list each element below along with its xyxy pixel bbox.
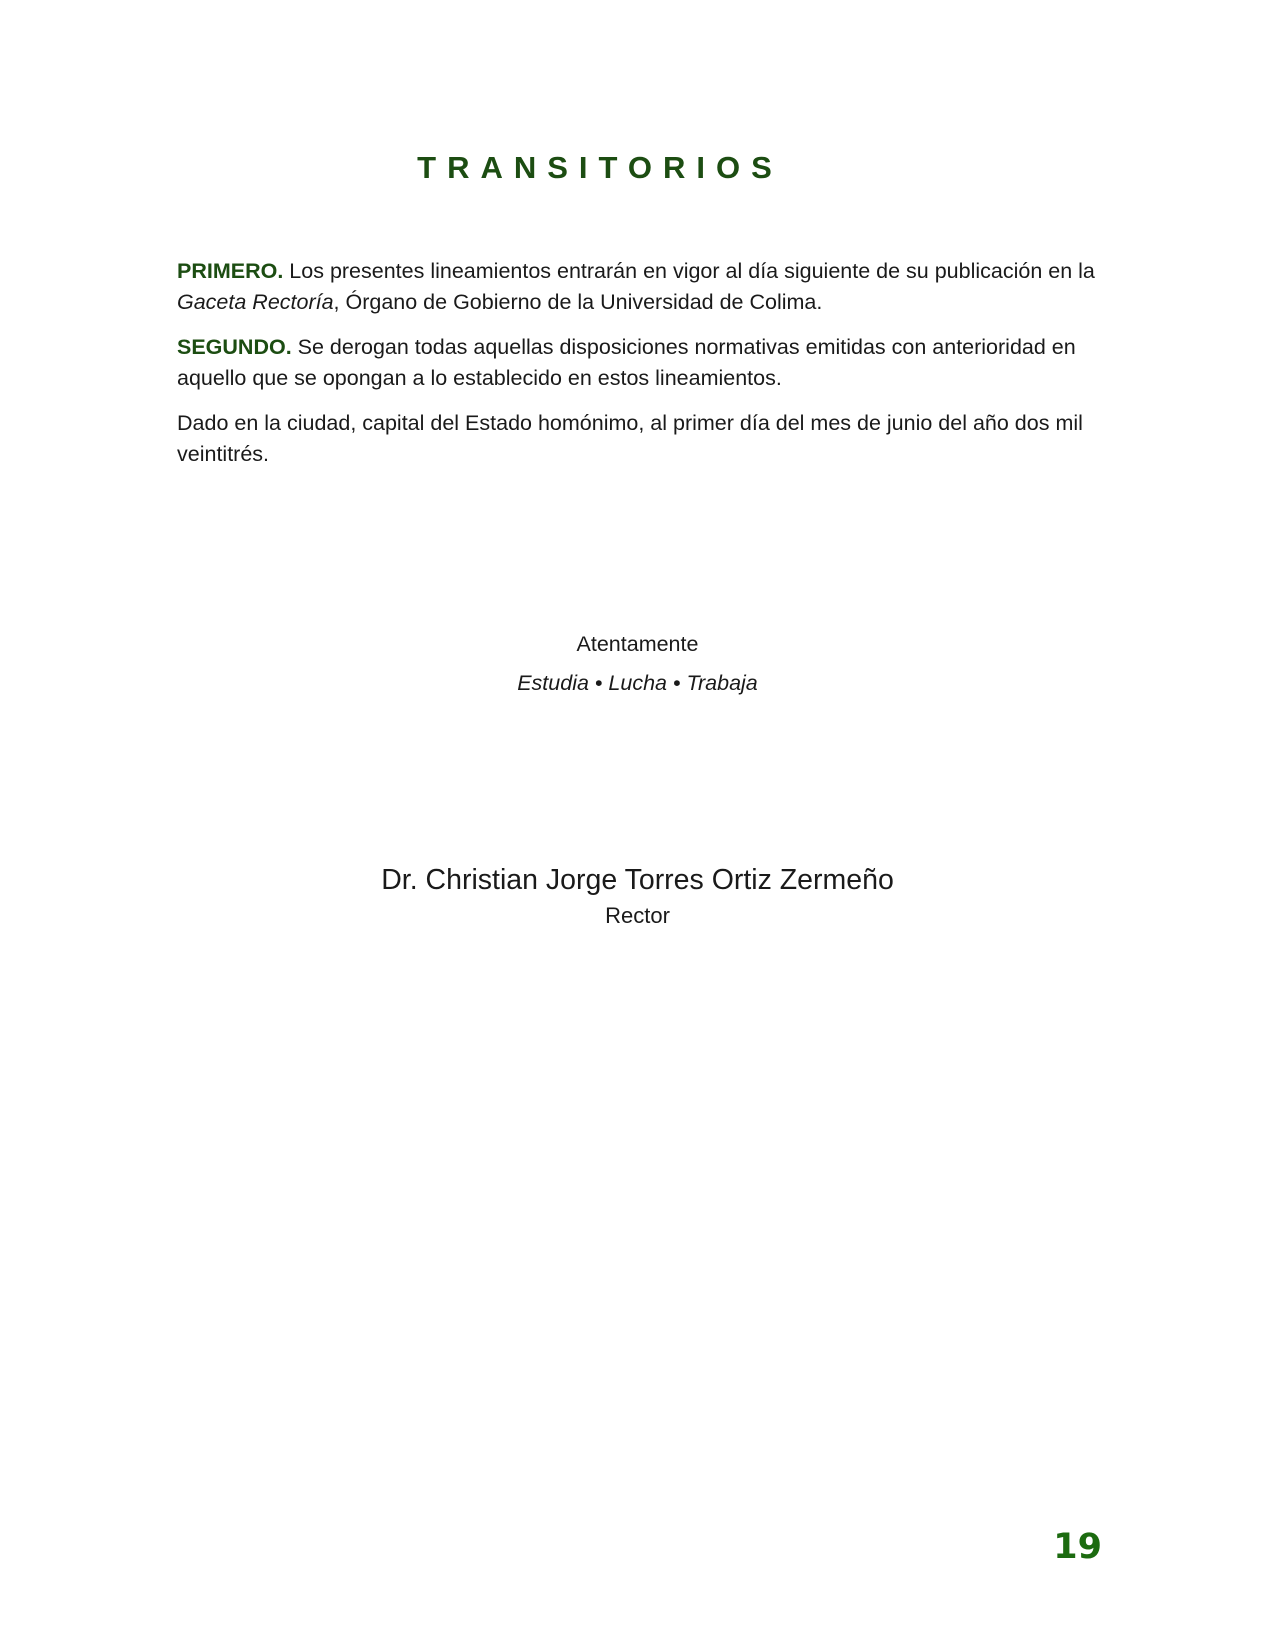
- section-heading: TRANSITORIOS: [417, 150, 783, 185]
- article-primero: [177, 256, 1102, 318]
- article-label: SEGUNDO.: [177, 335, 292, 359]
- closing-salutation: Atentamente: [576, 632, 699, 656]
- article-text: Los presentes lineamientos entrarán en vigor al día siguiente de su publicación en la: [283, 259, 1095, 283]
- article-text: Se derogan todas aquellas disposiciones normativas emitidas con anterioridad en aquello que se opongan a lo establecido en estos lineamientos.: [177, 335, 1076, 390]
- closing-paragraph: Dado en la ciudad, capital del Estado homónimo, al primer día del mes de junio del año dos mil veintitrés.: [177, 411, 1083, 466]
- publication-name: Gaceta Rectoría: [177, 290, 334, 314]
- document-body: [177, 256, 1102, 484]
- article-segundo: [177, 332, 1102, 394]
- page-number: 19: [1053, 1527, 1102, 1567]
- article-text: , Órgano de Gobierno de la Universidad de Colima.: [333, 290, 823, 314]
- article-label: PRIMERO.: [177, 259, 284, 283]
- institutional-motto: Estudia • Lucha • Trabaja: [517, 671, 758, 695]
- signer-name: Dr. Christian Jorge Torres Ortiz Zermeño: [381, 864, 894, 896]
- signer-role: Rector: [605, 903, 670, 928]
